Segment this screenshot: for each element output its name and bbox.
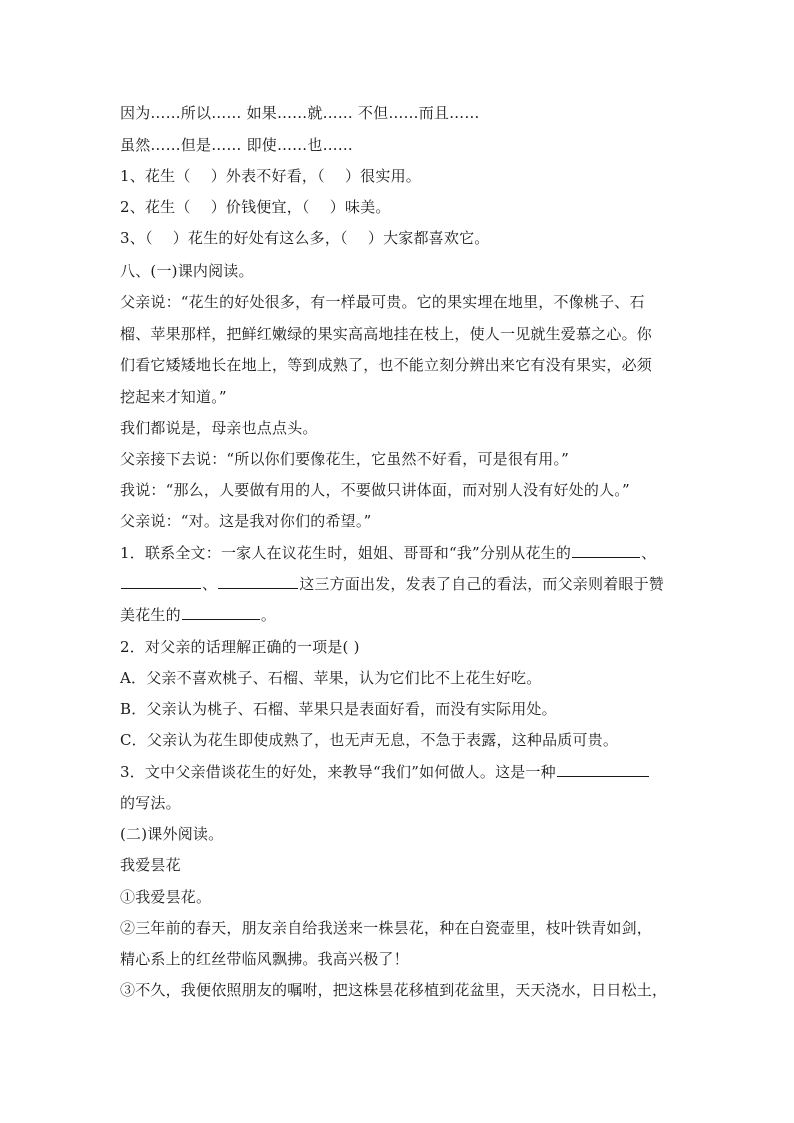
question-1-text-continued: 这三方面出发，发表了自己的看法，而父亲则着眼于赞 — [299, 575, 665, 593]
question-2-option-b: B．父亲认为桃子、石榴、苹果只是表面好看，而没有实际用处。 — [120, 700, 557, 718]
section-heading-reading-in-class: 八、(一)课内阅读。 — [120, 262, 254, 280]
answer-blank-3[interactable] — [218, 574, 298, 589]
article-paragraph: 精心系上的红丝带临风飘拂。我高兴极了！ — [120, 950, 409, 968]
fill-in-item-2: 2、花生（ ）价钱便宜，（ ）味美。 — [120, 198, 391, 216]
passage-line: 榴、苹果那样，把鲜红嫩绿的果实高高地挂在枝上，使人一见就生爱慕之心。你 — [120, 325, 653, 343]
period: 。 — [260, 606, 277, 624]
question-3-line-1 — [120, 762, 650, 782]
question-1-line-1 — [120, 543, 656, 563]
section-heading-extracurricular: (二)课外阅读。 — [120, 825, 224, 843]
question-3-text: 3．文中父亲借谈花生的好处，来教导“我们”如何做人。这是一种 — [120, 763, 556, 781]
fill-in-item-3: 3、（ ）花生的好处有这么多，（ ）大家都喜欢它。 — [120, 229, 490, 247]
question-2-option-c: C．父亲认为花生即使成熟了，也无声无息，不急于表露，这种品质可贵。 — [120, 731, 619, 749]
answer-blank-5[interactable] — [557, 762, 649, 777]
passage-line: 父亲接下去说：“所以你们要像花生，它虽然不好看，可是很有用。” — [120, 450, 570, 468]
question-1-line-2 — [120, 574, 664, 594]
conjunction-options-row-2: 虽然……但是…… 即使……也…… — [120, 136, 353, 154]
answer-blank-4[interactable] — [182, 605, 260, 620]
question-2-option-a: A．父亲不喜欢桃子、石榴、苹果，认为它们比不上花生好吃。 — [120, 669, 542, 687]
passage-line: 父亲说：“花生的好处很多，有一样最可贵。它的果实埋在地里，不像桃子、石 — [120, 293, 645, 311]
question-2: 2．对父亲的话理解正确的一项是( ) — [120, 638, 360, 656]
separator: 、 — [641, 544, 657, 562]
fill-in-item-1: 1、花生（ ）外表不好看，（ ）很实用。 — [120, 167, 421, 185]
question-1-line-3 — [120, 605, 276, 625]
answer-blank-2[interactable] — [121, 574, 201, 589]
question-1-text: 1．联系全文：一家人在议花生时，姐姐、哥哥和“我”分别从花生的 — [120, 544, 572, 562]
passage-line: 我说：“那么，人要做有用的人，不要做只讲体面，而对别人没有好处的人。” — [120, 481, 630, 499]
conjunction-options-row-1: 因为……所以…… 如果……就…… 不但……而且…… — [120, 104, 480, 122]
passage-line: 挖起来才知道。” — [120, 388, 227, 406]
passage-line: 我们都说是，母亲也点点头。 — [120, 419, 318, 437]
separator: 、 — [202, 575, 218, 593]
answer-blank-1[interactable] — [572, 543, 640, 558]
article-paragraph: ①我爱昙花。 — [120, 888, 212, 906]
article-paragraph: ②三年前的春天，朋友亲自给我送来一株昙花，种在白瓷壶里，枝叶铁青如剑， — [120, 919, 653, 937]
question-3-line-2: 的写法。 — [120, 794, 181, 812]
question-1-text-end: 美花生的 — [120, 606, 181, 624]
passage-line: 们看它矮矮地长在地上，等到成熟了，也不能立刻分辨出来它有没有果实，必须 — [120, 356, 653, 374]
article-title: 我爱昙花 — [120, 856, 181, 874]
passage-line: 父亲说：“对。这是我对你们的希望。” — [120, 512, 372, 530]
article-paragraph: ③不久，我便依照朋友的嘱咐，把这株昙花移植到花盆里，天天浇水，日日松土， — [120, 981, 668, 999]
